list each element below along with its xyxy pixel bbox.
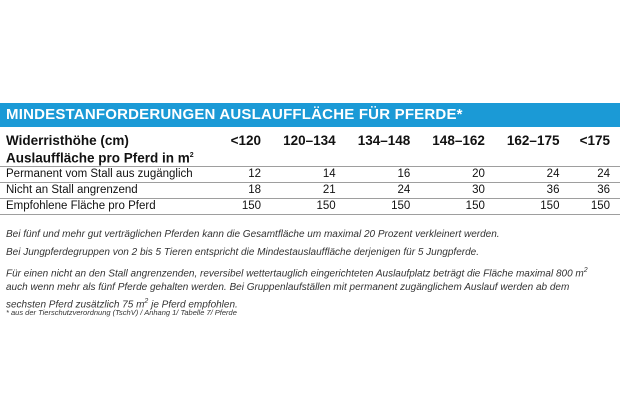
header-col: 120–134 (283, 133, 336, 148)
cell: 30 (472, 183, 485, 196)
note-1: Bei fünf und mehr gut verträglichen Pferden kann die Gesamtfläche um maximal 20 Prozent verkleinert werden. (6, 229, 500, 240)
subheader-label (0, 148, 620, 166)
cell: 18 (248, 183, 262, 196)
header-col: <175 (579, 133, 610, 148)
cell: 150 (590, 199, 610, 212)
cell: 150 (241, 199, 262, 212)
header-col: 134–148 (357, 133, 411, 148)
requirements-table (0, 133, 620, 215)
table-row (0, 182, 620, 198)
note-2: Bei Jungpferdegruppen von 2 bis 5 Tieren entspricht die Mindestauslauffläche derjenigen für 5 Jungpferde. (6, 247, 479, 258)
cell: 150 (391, 199, 411, 212)
note-3-part-a: Für einen nicht an den Stall angrenzenden, reversibel wettertauglich eingerichteten Auslaufplatz beträgt die Fläche maximal 800 m (6, 268, 584, 280)
header-col: 162–175 (506, 133, 560, 148)
cell: 16 (397, 167, 411, 180)
cell: 36 (546, 183, 560, 196)
cell: 150 (465, 199, 485, 212)
cell: 20 (472, 167, 485, 180)
row-label: Nicht an Stall angrenzend (6, 183, 138, 196)
requirements-table-block (0, 103, 620, 215)
cell: 12 (248, 167, 262, 180)
row-label: Permanent vom Stall aus zugänglich (6, 167, 193, 180)
cell: 24 (597, 167, 610, 180)
cell: 14 (322, 167, 336, 180)
subheader-text: Auslauffläche pro Pferd in m (6, 150, 190, 166)
subheader-sup: 2 (189, 152, 194, 159)
subheader-row (0, 148, 620, 166)
header-first-label: Widerristhöhe (cm) (6, 133, 129, 148)
notes (6, 228, 606, 317)
table-row (0, 198, 620, 214)
cell: 36 (597, 183, 610, 196)
cell: 150 (316, 199, 336, 212)
note-3-sup2: 2 (144, 298, 149, 306)
cell: 24 (546, 167, 560, 180)
table-row (0, 166, 620, 182)
cell: 21 (322, 183, 336, 196)
note-3-part-c: je Pferd empfohlen. (148, 299, 238, 311)
note-3 (6, 264, 606, 313)
cell: 24 (397, 183, 411, 196)
table-title: MINDESTANFORDERUNGEN AUSLAUFFLÄCHE FÜR PFERDE* (0, 103, 620, 127)
cell: 150 (540, 199, 560, 212)
header-row (0, 133, 620, 148)
header-col: 148–162 (432, 133, 485, 148)
header-col: <120 (230, 133, 262, 148)
note-3-sup: 2 (583, 267, 588, 274)
footnote: * aus der Tierschutzverordnung (TschV) / Anhang 1/ Tabelle 7/ Pferde (6, 308, 237, 317)
row-label: Empfohlene Fläche pro Pferd (6, 199, 156, 212)
note-3-part-b: auch wenn mehr als fünf Pferde gehalten werden. Bei Gruppenlaufställen mit permanent zugänglichem Auslauf werden ab dem sechsten Pferd zusätzlich 75 m (6, 282, 570, 311)
